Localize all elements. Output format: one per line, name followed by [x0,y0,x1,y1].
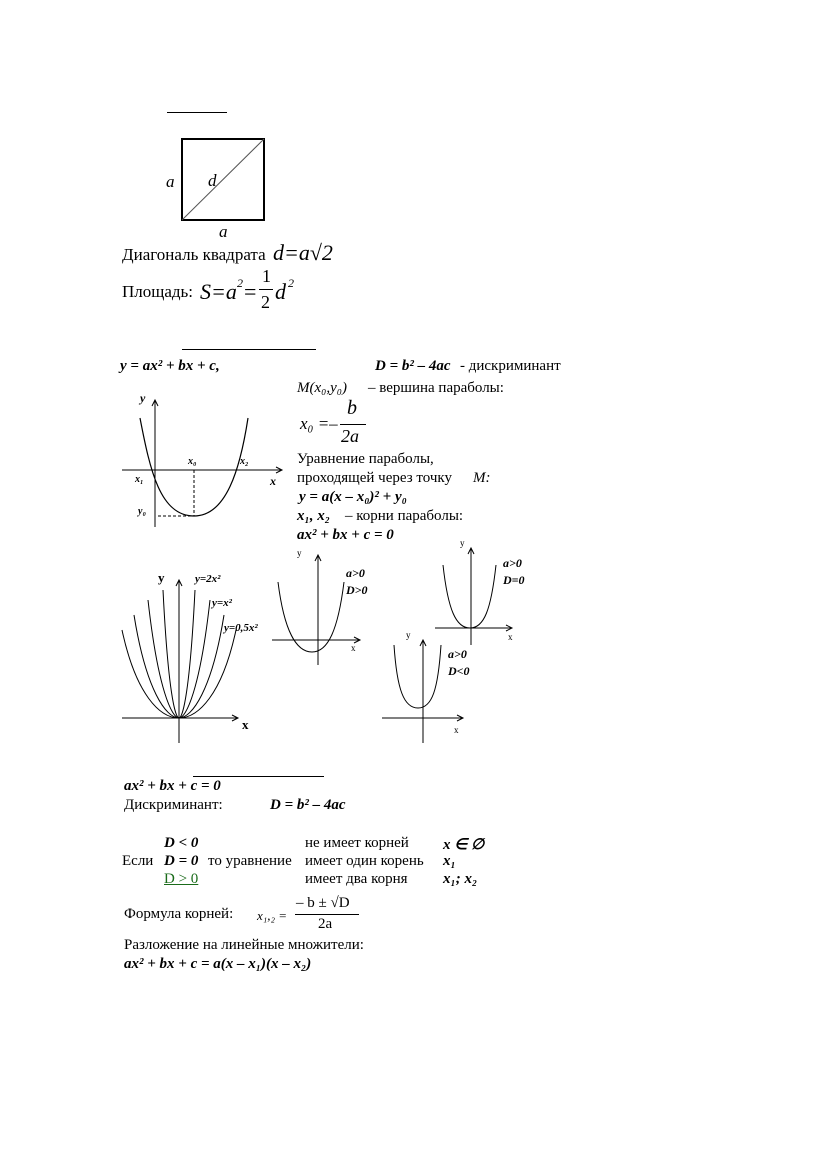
factor-equation: ax² + bx + c = a(x – x₁)(x – x₂) [124,956,312,972]
case3-y-label: y [406,630,411,640]
case1-y-label: y [297,548,302,558]
diagonal-formula: d=a√2 [273,240,333,265]
eq-through-M: M: [473,470,491,486]
vertex-graph-x-label: x [270,474,276,488]
family-label-05x2: y=0,5x² [224,622,258,634]
case2-parabola [443,565,496,628]
then-text: то уравнение [208,853,292,869]
family-x-label: x [242,717,249,732]
square-side-left-label: a [166,172,175,191]
case3-parabola [394,645,441,708]
area-sup-1: 2 [237,276,243,290]
parabola-equation: y = ax² + bx + c, [120,358,220,374]
case-cond-pos: D > 0 [164,871,199,887]
eq-through-line1: Уравнение параболы, [297,451,434,467]
vertex-graph-x1-label: x₁ [135,474,144,485]
family-y-label: y [158,570,165,585]
roots-formula-label: Формула корней: [124,906,234,922]
eq-through-line2: проходящей через точку [297,470,452,486]
factor-label: Разложение на линейные множители: [124,937,364,953]
case3-l1: a>0 [448,647,467,661]
roots-formula-lhs: x₁,₂ = [257,908,288,923]
case-cond-neg: D < 0 [164,835,199,851]
area-eq: = [244,279,257,304]
case2-y-label: y [460,538,465,548]
case1-x-label: x [351,643,356,653]
case3-l2: D<0 [448,664,470,678]
area-frac-num: 1 [262,266,271,286]
case-text-neg: не имеет корней [305,835,409,851]
case-result-pos: x₁; x₂ [443,871,478,887]
disc-formula: D = b² – 4ac [270,797,346,813]
vertex-label-math: M(x₀,y₀) [297,380,347,396]
case-text-zero: имеет один корень [305,853,424,869]
roots-formula-num: – b ± √D [296,895,350,911]
vertex-graph-x2-label: x₂ [240,456,249,467]
roots-text: – корни параболы: [345,508,464,524]
vertex-label-text: – вершина параболы: [368,380,504,396]
vertex-graph-y0-label: y₀ [138,506,146,517]
roots-formula-den: 2a [318,916,333,932]
area-formula-left: S=a [200,279,237,304]
case-cond-zero: D = 0 [164,853,199,869]
case1-l2: D>0 [346,583,368,597]
x0-num: b [347,397,357,419]
case2-l2: D=0 [503,573,525,587]
diagonal-text: Диагональ квадрата [122,245,266,264]
discriminant-suffix: - дискриминант [460,358,561,374]
area-frac-den: 2 [261,292,270,312]
discriminant-formula: D = b² – 4ac [375,358,451,374]
vertex-graph-y-label: y [140,391,146,405]
case1-parabola [278,582,344,652]
x0-den: 2a [341,426,359,446]
square-diagonal-label: d [208,171,217,190]
family-label-2x2: y=2x² [195,573,221,585]
if-text: Если [122,853,154,869]
roots-formula-bar [295,914,359,915]
case-result-neg: x ∈ ∅ [443,837,485,853]
area-sup-2: 2 [288,276,294,290]
roots-math: x₁, x₂ [297,508,330,524]
case-text-pos: имеет два корня [305,871,408,887]
area-text: Площадь: [122,282,194,301]
quadratic-equation: ax² + bx + c = 0 [124,778,221,794]
section-rule-3 [193,776,324,777]
vertex-graph-x0-label: x₀ [188,456,197,467]
area-formula-right: d [275,279,286,304]
case2-l1: a>0 [503,556,522,570]
square-side-bottom-label: a [219,222,228,241]
x0-lhs: x₀ =– [300,414,338,433]
case3-x-label: x [454,725,459,735]
case2-x-label: x [508,632,513,642]
roots-eq: ax² + bx + c = 0 [297,527,394,543]
family-label-x2: y=x² [212,597,232,609]
vertex-form: y = a(x – x₀)² + y₀ [299,489,407,505]
case1-l1: a>0 [346,566,365,580]
disc-label: Дискриминант: [124,797,223,813]
case-result-zero: x₁ [443,853,456,869]
